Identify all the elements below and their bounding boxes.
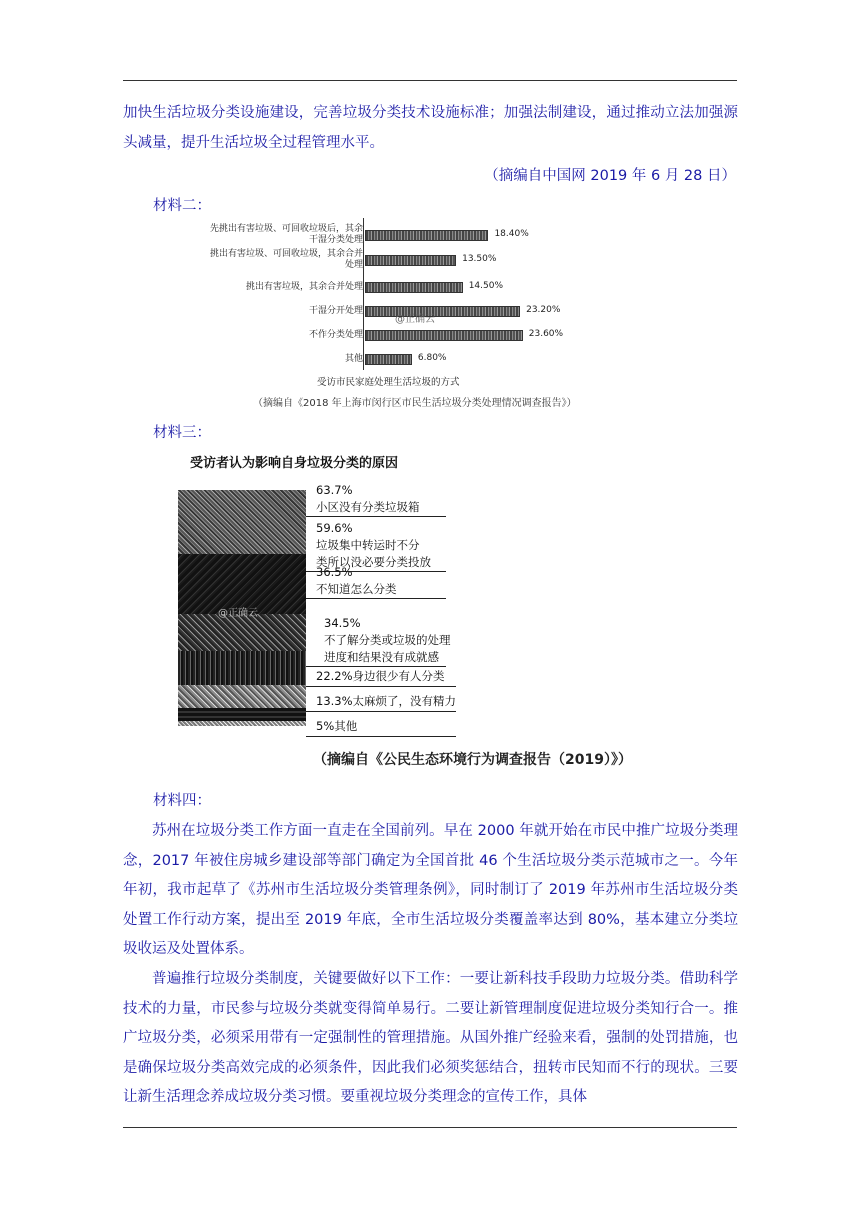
chart3-label: 34.5% 不了解分类或垃圾的处理 进度和结果没有成就感 — [324, 616, 451, 664]
chart2-value-label: 23.60% — [528, 329, 564, 339]
chart2-category-label: 干湿分开处理 — [308, 306, 363, 316]
chart2-category-label: 挑出有害垃圾、可回收垃圾，其余合并处理 — [209, 249, 363, 270]
chart2-value-label: 14.50% — [468, 281, 504, 291]
intro-paragraph: 加快生活垃圾分类设施建设，完善垃圾分类技术设施标准；加强法制建设，通过推动立法加强源头减量，提升生活垃圾全过程管理水平。 — [123, 105, 738, 151]
chart3-source: （摘编自《公民生态环境行为调查报告（2019）》） — [313, 752, 632, 768]
chart2-bar — [365, 282, 463, 293]
bottom-rule — [123, 1127, 737, 1128]
chart2-category-label: 不作分类处理 — [308, 330, 363, 340]
chart2-bar — [365, 255, 456, 266]
material-4-label: 材料四： — [153, 793, 211, 809]
chart2-value-label: 6.80% — [417, 353, 447, 363]
chart2-value-label: 13.50% — [462, 254, 497, 264]
chart2-bar — [365, 306, 520, 317]
chart3-leader-line — [306, 711, 456, 712]
chart3-label: 22.2%身边很少有人分类 — [316, 669, 445, 683]
watermark-2: @正确云 — [218, 608, 258, 619]
chart3-leader-line — [306, 516, 446, 517]
sorting-reasons-chart — [178, 452, 640, 774]
chart3-label: 5%其他 — [316, 719, 358, 733]
chart3-leader-line — [306, 598, 446, 599]
chart2-bar — [365, 330, 523, 341]
household-waste-chart — [205, 218, 665, 414]
chart3-label: 59.6% 垃圾集中转运时不分 类所以没必要分类投放 — [316, 521, 431, 569]
chart3-label: 13.3%太麻烦了，没有精力 — [316, 694, 457, 708]
chart3-segment — [178, 685, 306, 707]
chart2-value-label: 18.40% — [494, 229, 529, 239]
chart2-title: 受访市民家庭处理生活垃圾的方式 — [317, 377, 460, 388]
chart3-segment — [178, 651, 306, 686]
chart2-value-label: 23.20% — [526, 305, 561, 315]
chart3-leader-line — [306, 686, 456, 687]
paragraph-1: 苏州在垃圾分类工作方面一直走在全国前列。早在 2000 年就开始在市民中推广垃圾分类理念，2017 年被住房城乡建设部等部门确定为全国首批 46 个生活垃圾分类示范城市之一。今年年初，我市起草了《苏州市生活垃圾分类管理条例》，同时制订了 2019 年苏州市生活垃圾分类处置工作行动方案，提出至 2019 年底，全市生活垃圾分类覆盖率达到 80%，基本建立分类垃圾收运及处置体系。 — [123, 823, 738, 957]
chart2-source: （摘编自《2018 年上海市闵行区市民生活垃圾分类处理情况调查报告》） — [253, 398, 577, 409]
material-2-label: 材料二： — [153, 198, 211, 214]
chart3-leader-line — [306, 736, 456, 737]
chart3-segment — [178, 614, 306, 651]
chart2-category-label: 挑出有害垃圾，其余合并处理 — [245, 282, 363, 292]
chart2-category-label: 其他 — [344, 354, 363, 364]
watermark: @正确云 — [395, 314, 435, 325]
chart2-category-label: 先挑出有害垃圾、可回收垃圾后，其余干湿分类处理 — [209, 224, 363, 245]
material-3-label: 材料三： — [153, 425, 211, 441]
chart3-segment — [178, 708, 306, 721]
chart3-label: 36.5% 不知道怎么分类 — [316, 565, 397, 596]
chart3-label: 63.7% 小区没有分类垃圾箱 — [316, 483, 420, 514]
chart2-bar — [365, 230, 488, 241]
paragraph-2: 普遍推行垃圾分类制度，关键要做好以下工作：一要让新科技手段助力垃圾分类。借助科学技术的力量，市民参与垃圾分类就变得简单易行。二要让新管理制度促进垃圾分类知行合一。推广垃圾分类，必须采用带有一定强制性的管理措施。从国外推广经验来看，强制的处罚措施，也是确保垃圾分类高效完成的必须条件，因此我们必须奖惩结合，扭转市民知而不行的现状。三要让新生活理念养成垃圾分类习惯。要重视垃圾分类理念的宣传工作，具体 — [123, 971, 738, 1105]
chart3-leader-line — [306, 666, 446, 667]
chart3-segment — [178, 490, 306, 554]
chart2-bar — [365, 354, 412, 365]
chart2-axis — [363, 218, 364, 370]
chart3-segment — [178, 721, 306, 726]
chart3-title: 受访者认为影响自身垃圾分类的原因 — [190, 456, 399, 471]
source-citation-1: （摘编自中国网 2019 年 6 月 28 日） — [484, 168, 736, 184]
top-rule — [123, 80, 737, 81]
